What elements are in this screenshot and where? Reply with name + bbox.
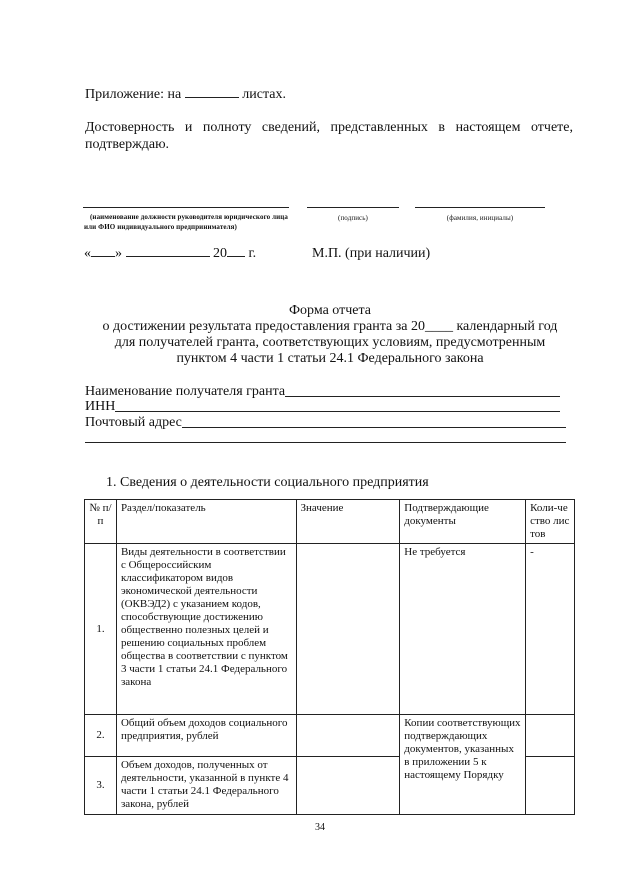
row-num: 2. — [85, 715, 117, 757]
date-line: « » 20 г. — [84, 246, 257, 261]
form-title-3: для получателей гранта, соответствующих условиям, предусмотренным — [114, 335, 546, 350]
month-blank[interactable] — [126, 256, 210, 257]
address-label: Почтовый адрес — [85, 415, 182, 430]
merged-docs: Копии соответствующих подтверждающих документов, указанных в приложении 5 к настоящему Порядку — [400, 715, 526, 815]
header-section: Раздел/показатель — [116, 500, 296, 544]
recipient-name-label: Наименование получателя гранта — [85, 384, 286, 399]
signature-line[interactable] — [307, 207, 399, 208]
attachment-suffix: листах. — [242, 87, 286, 102]
name-caption: (фамилия, инициалы) — [446, 214, 514, 222]
form-title-1: Форма отчета — [288, 303, 372, 318]
address-row — [85, 414, 566, 431]
row-value[interactable] — [296, 757, 400, 815]
day-blank[interactable] — [91, 256, 115, 257]
form-title-2: о достижении результата предоставления гранта за 20____ календарный год — [102, 319, 558, 334]
attachment-line — [85, 86, 286, 103]
stamp-note: М.П. (при наличии) — [312, 246, 431, 261]
row-num: 1. — [85, 544, 117, 715]
header-count: Коли-чество листов — [526, 500, 575, 544]
attachment-sheets-blank[interactable] — [185, 97, 239, 98]
position-line[interactable] — [83, 207, 289, 208]
inn-label: ИНН — [85, 399, 116, 414]
address-field[interactable] — [182, 414, 566, 428]
header-num: № п/п — [85, 500, 117, 544]
row-section: Виды деятельности в соответствии с Общероссийским классификатором видов экономической деятельности (ОКВЭД2) с указанием кодов, способствующие достижению общественно полезных целей и решению социальных проблем общества в соответствии с пунктом 3 части 1 статьи 24.1 Федерального закона — [116, 544, 296, 715]
row-docs: Не требуется — [400, 544, 526, 715]
row-section: Объем доходов, полученных от деятельности, указанной в пункте 4 части 1 статьи 24.1 Федерального закона, рублей — [116, 757, 296, 815]
header-docs: Подтверждающие документы — [400, 500, 526, 544]
section-heading: 1. Сведения о деятельности социального предприятия — [106, 475, 429, 490]
row-num: 3. — [85, 757, 117, 815]
row-count[interactable] — [526, 757, 575, 815]
confirmation-text: Достоверность и полноту сведений, представленных в настоящем отчете, подтверждаю. — [85, 120, 573, 152]
table-header-row — [85, 500, 575, 544]
name-line[interactable] — [415, 207, 545, 208]
address-extra-line[interactable] — [85, 442, 566, 443]
table-row — [85, 544, 575, 715]
row-section: Общий объем доходов социального предприятия, рублей — [116, 715, 296, 757]
table-row — [85, 715, 575, 757]
attachment-prefix: Приложение: на — [85, 87, 182, 102]
position-caption: (наименование должности руководителя юридического лица или ФИО индивидуального предпринимателя) — [84, 213, 289, 231]
row-value[interactable] — [296, 715, 400, 757]
activity-table — [84, 499, 575, 815]
signature-caption: (подпись) — [338, 214, 368, 222]
recipient-name-field[interactable] — [285, 383, 560, 397]
page-number: 34 — [315, 822, 325, 833]
form-title-4: пунктом 4 части 1 статьи 24.1 Федерального закона — [176, 351, 484, 366]
row-value[interactable] — [296, 544, 400, 715]
inn-row — [85, 398, 560, 415]
row-count[interactable] — [526, 715, 575, 757]
year-blank[interactable] — [227, 256, 245, 257]
inn-field[interactable] — [115, 398, 560, 412]
header-value: Значение — [296, 500, 400, 544]
row-count: - — [526, 544, 575, 715]
